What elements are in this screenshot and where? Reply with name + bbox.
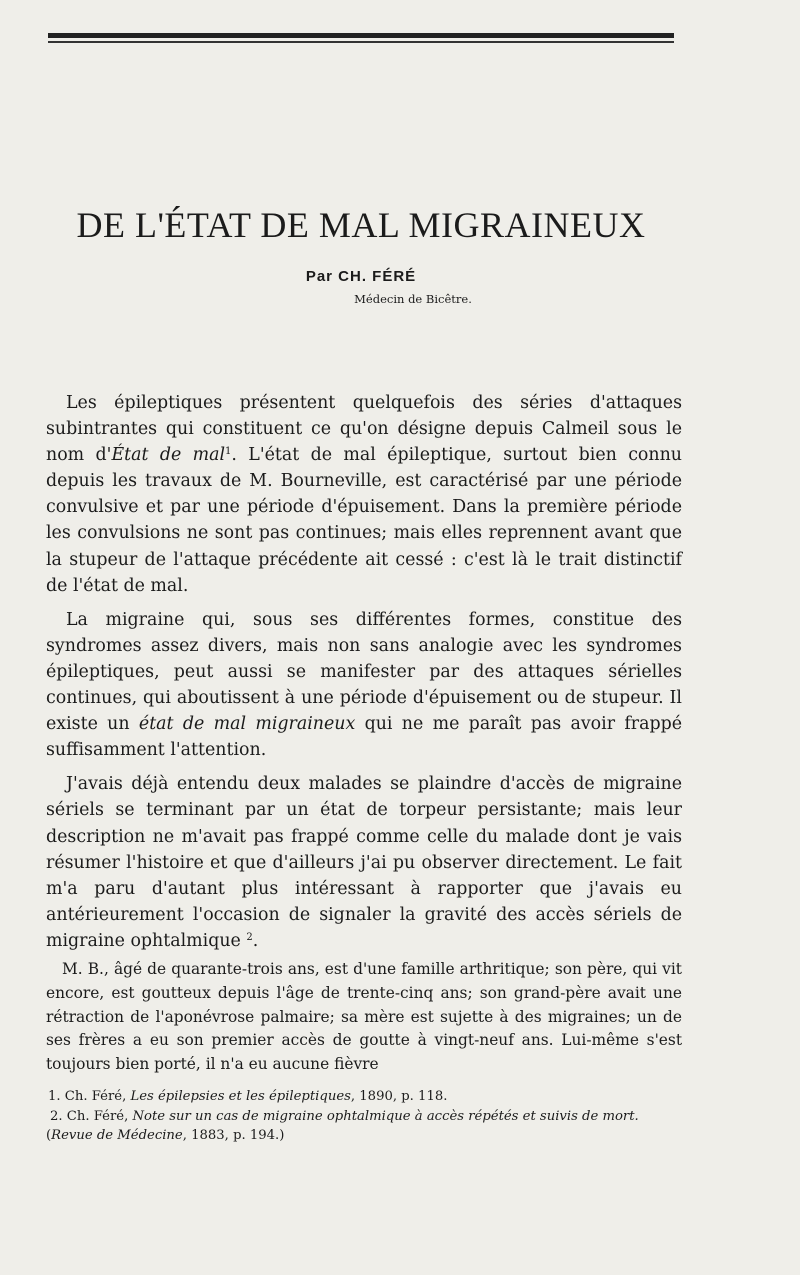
case-paragraph: M. B., âgé de quarante-trois ans, est d'une famille arthritique; son père, qui vit encore, est goutteux depuis l'âge de trente-cinq ans; son grand-père avait une rétraction de l'aponévrose palmaire; sa mère est sujette à des migraines; un de ses frères a eu son premier accès de goutte à vingt-neuf ans. Lui-même s'est toujours bien porté, il n'a eu aucune fièvre bbox=[46, 960, 682, 1074]
case-report bbox=[46, 958, 682, 1077]
header-rule-thick bbox=[48, 33, 674, 38]
footnote-1: 1. Ch. Féré, Les épilepsies et les épileptiques, 1890, p. 118. bbox=[48, 1089, 448, 1104]
footnote-ref-2[interactable]: 2 bbox=[246, 931, 253, 943]
paragraph-3: J'avais déjà entendu deux malades se plaindre d'accès de migraine sériels se terminant par un état de torpeur persistante; mais leur description ne m'avait pas frappé comme celle du malade dont je vais résumer l'histoire et que d'ailleurs j'ai pu observer directement. Le fait m'a paru d'autant plus intéressant à rapporter que j'avais eu antérieurement l'occasion de signaler la gravité des accès sériels de migraine ophtalmique $^2$. bbox=[46, 774, 682, 951]
italic-term: état de mal migraineux bbox=[138, 714, 356, 735]
article-title: DE L'ÉTAT DE MAL MIGRAINEUX bbox=[76, 205, 646, 245]
footnotes bbox=[46, 1087, 682, 1146]
footnote-2: 2. Ch. Féré, Note sur un cas de migraine ophtalmique à accès répétés et suivis de mort. (Revue de Médecine, 1883, p. 194.) bbox=[46, 1108, 639, 1143]
author-affiliation: Médecin de Bicêtre. bbox=[354, 292, 472, 306]
header-rule-thin bbox=[48, 41, 674, 43]
paragraph-2: La migraine qui, sous ses différentes formes, constitue des syndromes assez divers, mais non sans analogie avec les syndromes épileptiques, peut aussi se manifester par des attaques sérielles continues, qui aboutissent à une période d'épuisement ou de stupeur. Il existe un état de mal migraineux qui ne me paraît pas avoir frappé suffisamment l'attention. bbox=[46, 609, 682, 761]
footnote-ref-1[interactable]: 1 bbox=[225, 446, 232, 458]
paragraph-1: Les épileptiques présentent quelquefois des séries d'attaques subintrantes qui constituent ce qu'on désigne depuis Calmeil sous le nom d'État de mal$^1$. L'état de mal épileptique, surtout bien connu depuis les travaux de M. Bourneville, est caractérisé par une période convulsive et par une période d'épuisement. Dans la première période les convulsions ne sont pas continues; mais elles reprennent avant que la stupeur de l'attaque précédente ait cessé : c'est là le trait distinctif de l'état de mal. bbox=[46, 393, 683, 596]
article-body bbox=[46, 390, 682, 962]
italic-term: État de mal bbox=[111, 445, 226, 466]
article-byline: Par CH. FÉRÉ bbox=[305, 268, 417, 285]
